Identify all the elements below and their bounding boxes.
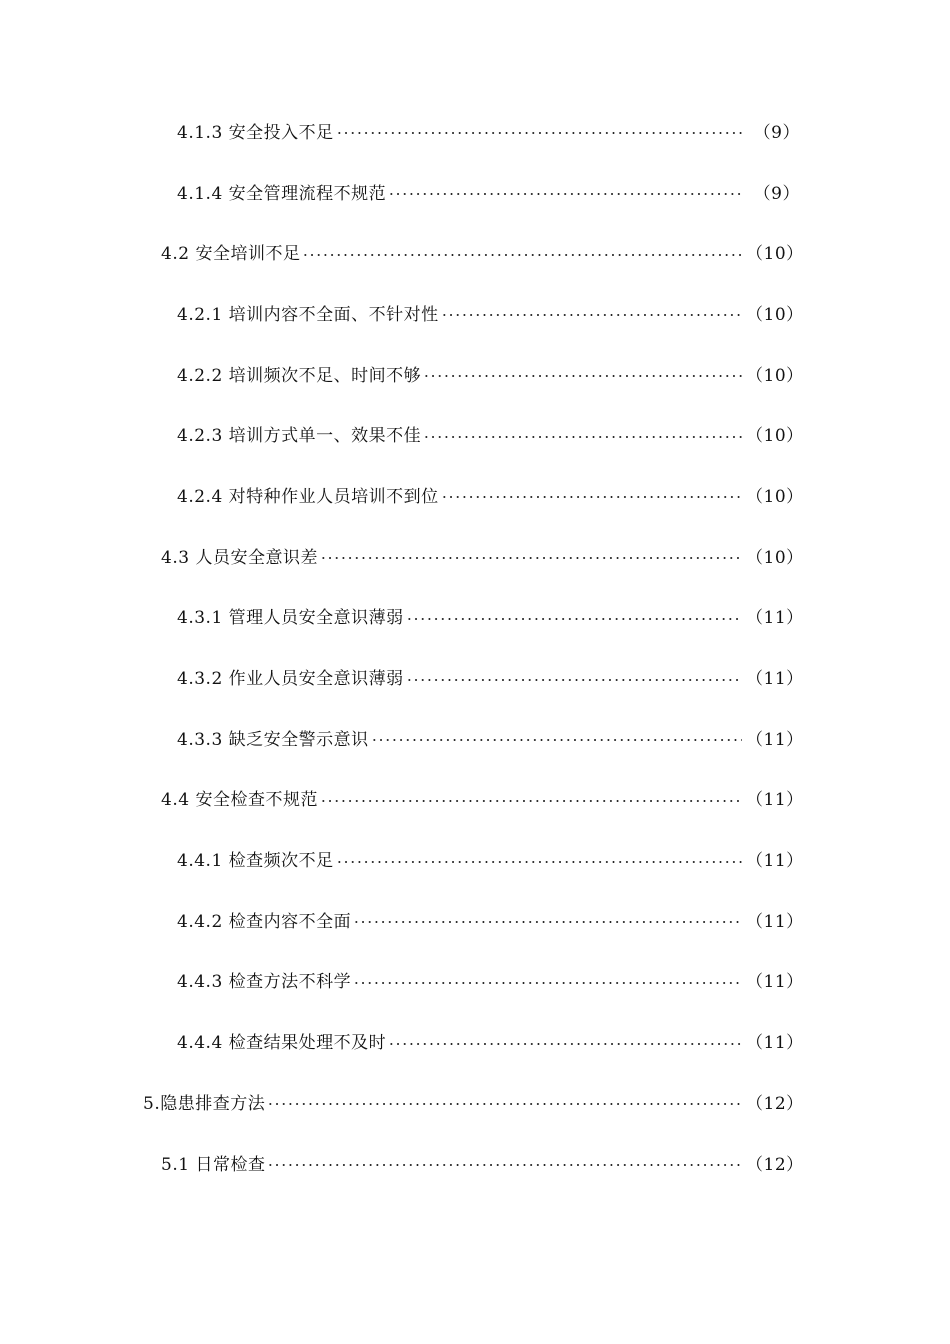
toc-leader-dots	[388, 193, 742, 195]
toc-entry	[0, 1071, 950, 1132]
toc-entry-page: （11）	[746, 1033, 804, 1054]
table-of-contents	[0, 100, 950, 1192]
toc-entry-title: 5.隐患排查方法	[143, 1089, 265, 1114]
toc-leader-dots	[267, 1164, 742, 1166]
toc-entry-page: （11）	[746, 608, 804, 629]
toc-leader-dots	[371, 739, 742, 741]
toc-entry-page: （10）	[746, 365, 804, 386]
toc-entry-page: （11）	[746, 972, 804, 993]
toc-entry	[0, 1010, 950, 1071]
toc-entry	[0, 768, 950, 829]
toc-entry-page: （10）	[746, 426, 804, 447]
toc-entry	[0, 343, 950, 404]
toc-entry-title: 4.2.4 对特种作业人员培训不到位	[177, 482, 439, 507]
toc-entry-page: （11）	[746, 790, 804, 811]
toc-entry	[0, 950, 950, 1011]
toc-entry-page: （11）	[746, 729, 804, 750]
toc-entry-page: （12）	[746, 1154, 804, 1175]
toc-entry	[0, 1132, 950, 1193]
toc-entry	[0, 221, 950, 282]
toc-entry	[0, 464, 950, 525]
toc-entry	[0, 889, 950, 950]
toc-entry-title: 4.4.4 检查结果处理不及时	[177, 1028, 386, 1053]
toc-leader-dots	[302, 254, 742, 256]
toc-entry-title: 4.4.3 检查方法不科学	[177, 967, 351, 992]
toc-entry-page: （10）	[746, 547, 804, 568]
toc-entry-title: 4.2.1 培训内容不全面、不针对性	[177, 300, 439, 325]
toc-entry-title: 4.3.1 管理人员安全意识薄弱	[177, 603, 404, 628]
toc-leader-dots	[406, 679, 742, 681]
toc-entry-page: （10）	[746, 486, 804, 507]
toc-entry-title: 4.3.3 缺乏安全警示意识	[177, 725, 369, 750]
toc-entry-title: 5.1 日常检查	[161, 1150, 265, 1175]
toc-entry	[0, 161, 950, 222]
toc-entry-title: 4.1.3 安全投入不足	[177, 118, 334, 143]
toc-leader-dots	[423, 436, 742, 438]
toc-entry	[0, 282, 950, 343]
toc-entry-page: （11）	[746, 911, 804, 932]
toc-leader-dots	[353, 921, 742, 923]
toc-entry-page: （11）	[746, 851, 804, 872]
toc-leader-dots	[320, 557, 742, 559]
toc-leader-dots	[336, 861, 742, 863]
toc-leader-dots	[320, 800, 742, 802]
toc-entry	[0, 100, 950, 161]
toc-entry	[0, 646, 950, 707]
toc-entry-page: （10）	[746, 304, 804, 325]
toc-entry-page: （12）	[746, 1093, 804, 1114]
toc-entry-title: 4.2.2 培训频次不足、时间不够	[177, 361, 421, 386]
toc-entry-title: 4.4 安全检查不规范	[161, 785, 318, 810]
toc-leader-dots	[336, 132, 742, 134]
toc-entry-title: 4.2.3 培训方式单一、效果不佳	[177, 421, 421, 446]
toc-entry	[0, 525, 950, 586]
toc-entry	[0, 707, 950, 768]
toc-entry-title: 4.4.2 检查内容不全面	[177, 907, 351, 932]
toc-leader-dots	[267, 1103, 742, 1105]
toc-entry-title: 4.3.2 作业人员安全意识薄弱	[177, 664, 404, 689]
toc-entry-title: 4.1.4 安全管理流程不规范	[177, 179, 386, 204]
toc-entry-title: 4.4.1 检查频次不足	[177, 846, 334, 871]
toc-entry-page: （9）	[753, 122, 800, 143]
toc-leader-dots	[441, 314, 742, 316]
toc-leader-dots	[388, 1043, 742, 1045]
toc-leader-dots	[353, 982, 742, 984]
toc-entry	[0, 403, 950, 464]
toc-entry	[0, 828, 950, 889]
toc-entry-title: 4.3 人员安全意识差	[161, 543, 318, 568]
toc-entry-page: （9）	[753, 183, 800, 204]
toc-entry-page: （10）	[746, 244, 804, 265]
toc-leader-dots	[441, 496, 742, 498]
toc-leader-dots	[406, 618, 742, 620]
toc-entry-page: （11）	[746, 669, 804, 690]
toc-entry	[0, 586, 950, 647]
toc-entry-title: 4.2 安全培训不足	[161, 239, 300, 264]
toc-leader-dots	[423, 375, 742, 377]
